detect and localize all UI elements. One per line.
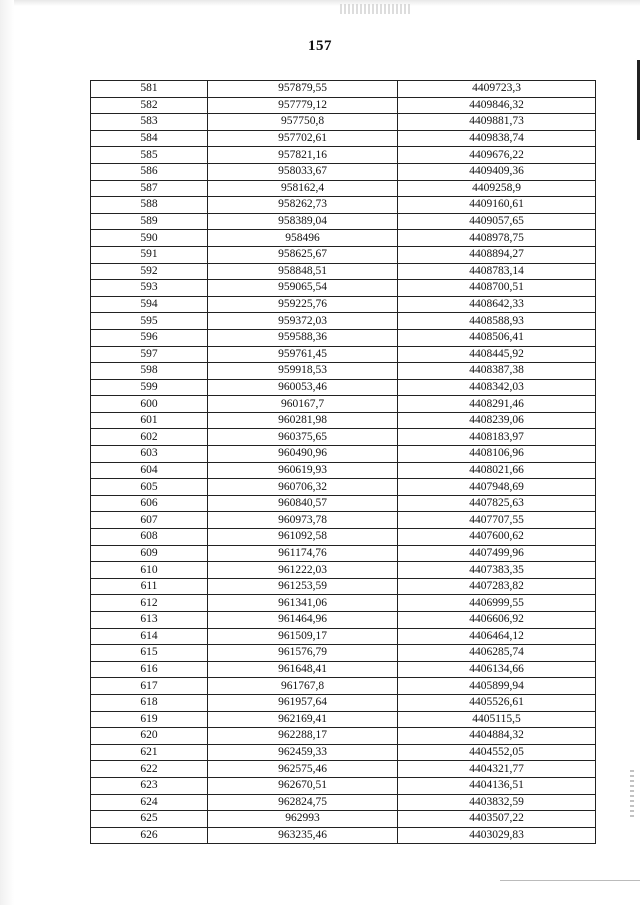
table-row — [91, 495, 596, 512]
x-coordinate-cell: 960706,32 — [208, 479, 398, 496]
x-coordinate-cell: 958389,04 — [208, 213, 398, 230]
y-coordinate-cell: 4408291,46 — [398, 396, 596, 413]
x-coordinate-cell: 961464,96 — [208, 612, 398, 629]
table-row — [91, 263, 596, 280]
point-number-cell: 621 — [91, 744, 208, 761]
x-coordinate-cell: 959761,45 — [208, 346, 398, 363]
table-row — [91, 794, 596, 811]
table-row — [91, 545, 596, 562]
table-row — [91, 612, 596, 629]
point-number-cell: 596 — [91, 329, 208, 346]
point-number-cell: 618 — [91, 694, 208, 711]
point-number-cell: 597 — [91, 346, 208, 363]
point-number-cell: 601 — [91, 412, 208, 429]
y-coordinate-cell: 4403832,59 — [398, 794, 596, 811]
y-coordinate-cell: 4405526,61 — [398, 694, 596, 711]
table-row — [91, 645, 596, 662]
x-coordinate-cell: 960281,98 — [208, 412, 398, 429]
table-row — [91, 777, 596, 794]
y-coordinate-cell: 4407499,96 — [398, 545, 596, 562]
y-coordinate-cell: 4406134,66 — [398, 661, 596, 678]
point-number-cell: 582 — [91, 97, 208, 114]
point-number-cell: 609 — [91, 545, 208, 562]
point-number-cell: 585 — [91, 147, 208, 164]
point-number-cell: 595 — [91, 313, 208, 330]
x-coordinate-cell: 958262,73 — [208, 197, 398, 214]
x-coordinate-cell: 962670,51 — [208, 777, 398, 794]
y-coordinate-cell: 4409846,32 — [398, 97, 596, 114]
point-number-cell: 610 — [91, 562, 208, 579]
x-coordinate-cell: 963235,46 — [208, 827, 398, 844]
table-row — [91, 363, 596, 380]
point-number-cell: 583 — [91, 114, 208, 131]
point-number-cell: 606 — [91, 495, 208, 512]
y-coordinate-cell: 4406999,55 — [398, 595, 596, 612]
y-coordinate-cell: 4409409,36 — [398, 163, 596, 180]
x-coordinate-cell: 960840,57 — [208, 495, 398, 512]
y-coordinate-cell: 4408106,96 — [398, 446, 596, 463]
point-number-cell: 611 — [91, 578, 208, 595]
y-coordinate-cell: 4409258,9 — [398, 180, 596, 197]
scan-noise-top — [340, 4, 410, 14]
y-coordinate-cell: 4406606,92 — [398, 612, 596, 629]
point-number-cell: 617 — [91, 678, 208, 695]
scan-bottom-rule — [500, 880, 640, 881]
table-row — [91, 346, 596, 363]
y-coordinate-cell: 4407948,69 — [398, 479, 596, 496]
x-coordinate-cell: 959588,36 — [208, 329, 398, 346]
point-number-cell: 600 — [91, 396, 208, 413]
point-number-cell: 626 — [91, 827, 208, 844]
table-row — [91, 811, 596, 828]
table-row — [91, 728, 596, 745]
x-coordinate-cell: 961767,8 — [208, 678, 398, 695]
y-coordinate-cell: 4409881,73 — [398, 114, 596, 131]
point-number-cell: 581 — [91, 81, 208, 98]
point-number-cell: 624 — [91, 794, 208, 811]
x-coordinate-cell: 962459,33 — [208, 744, 398, 761]
point-number-cell: 592 — [91, 263, 208, 280]
table-row — [91, 595, 596, 612]
x-coordinate-cell: 957879,55 — [208, 81, 398, 98]
y-coordinate-cell: 4408183,97 — [398, 429, 596, 446]
y-coordinate-cell: 4409838,74 — [398, 130, 596, 147]
y-coordinate-cell: 4404884,32 — [398, 728, 596, 745]
y-coordinate-cell: 4407707,55 — [398, 512, 596, 529]
x-coordinate-cell: 958033,67 — [208, 163, 398, 180]
x-coordinate-cell: 960973,78 — [208, 512, 398, 529]
x-coordinate-cell: 961222,03 — [208, 562, 398, 579]
point-number-cell: 590 — [91, 230, 208, 247]
y-coordinate-cell: 4409160,61 — [398, 197, 596, 214]
point-number-cell: 593 — [91, 280, 208, 297]
coordinates-table-body — [91, 81, 596, 844]
y-coordinate-cell: 4407600,62 — [398, 529, 596, 546]
table-row — [91, 180, 596, 197]
y-coordinate-cell: 4408021,66 — [398, 462, 596, 479]
y-coordinate-cell: 4404552,05 — [398, 744, 596, 761]
point-number-cell: 589 — [91, 213, 208, 230]
point-number-cell: 614 — [91, 628, 208, 645]
y-coordinate-cell: 4403029,83 — [398, 827, 596, 844]
table-row — [91, 429, 596, 446]
y-coordinate-cell: 4405115,5 — [398, 711, 596, 728]
point-number-cell: 598 — [91, 363, 208, 380]
point-number-cell: 612 — [91, 595, 208, 612]
point-number-cell: 594 — [91, 296, 208, 313]
point-number-cell: 604 — [91, 462, 208, 479]
table-row — [91, 296, 596, 313]
point-number-cell: 625 — [91, 811, 208, 828]
point-number-cell: 616 — [91, 661, 208, 678]
x-coordinate-cell: 959065,54 — [208, 280, 398, 297]
table-row — [91, 230, 596, 247]
table-row — [91, 628, 596, 645]
x-coordinate-cell: 958496 — [208, 230, 398, 247]
coordinates-table — [90, 80, 596, 844]
x-coordinate-cell: 962288,17 — [208, 728, 398, 745]
table-row — [91, 462, 596, 479]
table-row — [91, 744, 596, 761]
page-number: 157 — [308, 38, 332, 54]
table-row — [91, 661, 596, 678]
y-coordinate-cell: 4408588,93 — [398, 313, 596, 330]
y-coordinate-cell: 4408387,38 — [398, 363, 596, 380]
y-coordinate-cell: 4408642,33 — [398, 296, 596, 313]
y-coordinate-cell: 4408342,03 — [398, 379, 596, 396]
y-coordinate-cell: 4407383,35 — [398, 562, 596, 579]
table-row — [91, 163, 596, 180]
table-row — [91, 711, 596, 728]
table-row — [91, 97, 596, 114]
table-row — [91, 396, 596, 413]
y-coordinate-cell: 4408445,92 — [398, 346, 596, 363]
table-row — [91, 81, 596, 98]
scan-shadow-top — [0, 0, 640, 6]
x-coordinate-cell: 957779,12 — [208, 97, 398, 114]
x-coordinate-cell: 961957,64 — [208, 694, 398, 711]
table-row — [91, 246, 596, 263]
scan-speck-right — [630, 770, 634, 820]
point-number-cell: 605 — [91, 479, 208, 496]
x-coordinate-cell: 961509,17 — [208, 628, 398, 645]
x-coordinate-cell: 960167,7 — [208, 396, 398, 413]
x-coordinate-cell: 961648,41 — [208, 661, 398, 678]
table-row — [91, 578, 596, 595]
point-number-cell: 586 — [91, 163, 208, 180]
y-coordinate-cell: 4409676,22 — [398, 147, 596, 164]
x-coordinate-cell: 960053,46 — [208, 379, 398, 396]
point-number-cell: 588 — [91, 197, 208, 214]
x-coordinate-cell: 960490,96 — [208, 446, 398, 463]
point-number-cell: 613 — [91, 612, 208, 629]
table-row — [91, 213, 596, 230]
point-number-cell: 608 — [91, 529, 208, 546]
table-row — [91, 562, 596, 579]
table-row — [91, 827, 596, 844]
y-coordinate-cell: 4404136,51 — [398, 777, 596, 794]
y-coordinate-cell: 4406285,74 — [398, 645, 596, 662]
x-coordinate-cell: 958162,4 — [208, 180, 398, 197]
x-coordinate-cell: 960619,93 — [208, 462, 398, 479]
y-coordinate-cell: 4408700,51 — [398, 280, 596, 297]
point-number-cell: 619 — [91, 711, 208, 728]
table-row — [91, 446, 596, 463]
table-row — [91, 280, 596, 297]
y-coordinate-cell: 4403507,22 — [398, 811, 596, 828]
x-coordinate-cell: 957750,8 — [208, 114, 398, 131]
point-number-cell: 591 — [91, 246, 208, 263]
y-coordinate-cell: 4409723,3 — [398, 81, 596, 98]
x-coordinate-cell: 962575,46 — [208, 761, 398, 778]
table-row — [91, 412, 596, 429]
y-coordinate-cell: 4407283,82 — [398, 578, 596, 595]
table-row — [91, 114, 596, 131]
point-number-cell: 615 — [91, 645, 208, 662]
point-number-cell: 620 — [91, 728, 208, 745]
y-coordinate-cell: 4408978,75 — [398, 230, 596, 247]
table-row — [91, 479, 596, 496]
point-number-cell: 623 — [91, 777, 208, 794]
table-row — [91, 379, 596, 396]
table-row — [91, 197, 596, 214]
point-number-cell: 602 — [91, 429, 208, 446]
table-row — [91, 678, 596, 695]
y-coordinate-cell: 4408506,41 — [398, 329, 596, 346]
table-row — [91, 529, 596, 546]
x-coordinate-cell: 957821,16 — [208, 147, 398, 164]
point-number-cell: 599 — [91, 379, 208, 396]
table-row — [91, 329, 596, 346]
x-coordinate-cell: 958848,51 — [208, 263, 398, 280]
point-number-cell: 622 — [91, 761, 208, 778]
x-coordinate-cell: 961174,76 — [208, 545, 398, 562]
x-coordinate-cell: 961341,06 — [208, 595, 398, 612]
x-coordinate-cell: 959225,76 — [208, 296, 398, 313]
table-row — [91, 694, 596, 711]
x-coordinate-cell: 957702,61 — [208, 130, 398, 147]
y-coordinate-cell: 4404321,77 — [398, 761, 596, 778]
y-coordinate-cell: 4408783,14 — [398, 263, 596, 280]
y-coordinate-cell: 4408239,06 — [398, 412, 596, 429]
x-coordinate-cell: 959918,53 — [208, 363, 398, 380]
point-number-cell: 607 — [91, 512, 208, 529]
y-coordinate-cell: 4409057,65 — [398, 213, 596, 230]
x-coordinate-cell: 960375,65 — [208, 429, 398, 446]
x-coordinate-cell: 962824,75 — [208, 794, 398, 811]
table-row — [91, 512, 596, 529]
table-row — [91, 313, 596, 330]
x-coordinate-cell: 959372,03 — [208, 313, 398, 330]
x-coordinate-cell: 962169,41 — [208, 711, 398, 728]
y-coordinate-cell: 4408894,27 — [398, 246, 596, 263]
point-number-cell: 584 — [91, 130, 208, 147]
x-coordinate-cell: 961253,59 — [208, 578, 398, 595]
x-coordinate-cell: 958625,67 — [208, 246, 398, 263]
scan-shadow-left — [0, 0, 14, 905]
table-row — [91, 761, 596, 778]
x-coordinate-cell: 961576,79 — [208, 645, 398, 662]
x-coordinate-cell: 962993 — [208, 811, 398, 828]
y-coordinate-cell: 4407825,63 — [398, 495, 596, 512]
table-row — [91, 130, 596, 147]
table-row — [91, 147, 596, 164]
y-coordinate-cell: 4405899,94 — [398, 678, 596, 695]
point-number-cell: 603 — [91, 446, 208, 463]
x-coordinate-cell: 961092,58 — [208, 529, 398, 546]
y-coordinate-cell: 4406464,12 — [398, 628, 596, 645]
point-number-cell: 587 — [91, 180, 208, 197]
